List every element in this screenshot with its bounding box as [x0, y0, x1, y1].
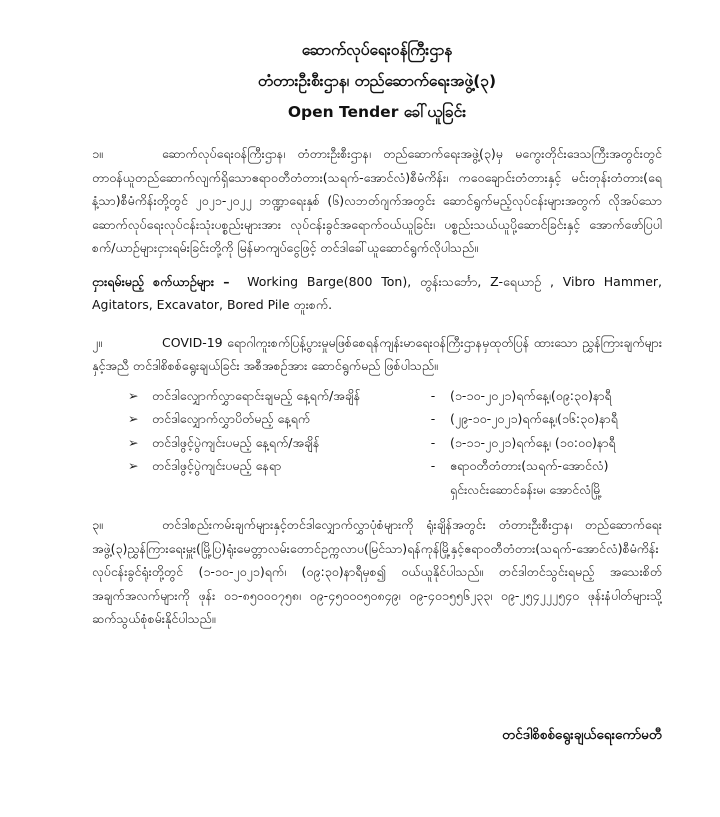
schedule-value: [450, 407, 662, 431]
paragraph-3: [92, 513, 662, 631]
schedule-value-line: (၁-၁၀-၂၀၂၁)ရက်နေ့၊(၀၉:၃၀)နာရီ: [450, 387, 612, 403]
paragraph-2-text: COVID-19 ရောဂါကူးစက်ပြန့်ပွားမှုမဖြစ်စေရန်ကျန်းမာရေးဝန်ကြီးဌာနမှထုတ်ပြန် ထားသော ညွှန်ကြားချက်များနှင့်အညီ တင်ဒါစိစစ်ရွေးချယ်ခြင်း အစီအစဉ်အား ဆောင်ရွက်မည် ဖြစ်ပါသည်။: [92, 334, 662, 373]
department-title: တံတားဦးစီးဌာန၊ တည်ဆောက်ရေးအဖွဲ့(၃): [257, 72, 497, 90]
arrow-bullet-icon: ➢: [128, 387, 139, 403]
schedule-item: [128, 384, 662, 408]
schedule-dash: -: [430, 434, 436, 450]
paragraph-1-number: ၁။: [92, 146, 103, 161]
schedule-item: [128, 454, 662, 501]
tender-schedule-list: [128, 384, 662, 502]
tender-title: Open Tender ခေါ်ယူခြင်း: [287, 103, 467, 121]
schedule-item: [128, 431, 662, 455]
schedule-value: [450, 384, 662, 408]
equipment-list: Working Barge(800 Ton), တွန်းသင်္ဘော, Z-ရေယာဉ် , Vibro Hammer, Agitators, Excavator, Bored Pile တူးစက်.: [92, 273, 662, 312]
schedule-item: [128, 407, 662, 431]
schedule-value-line: ဧရာဝတီတံတား(သရက်-အောင်လံ): [450, 458, 609, 473]
schedule-label: တင်ဒါဖွင့်ပွဲကျင်းပမည့် နေရာ: [152, 458, 282, 473]
schedule-value-line: (၂၉-၁၀-၂၀၂၁)ရက်နေ့၊(၁၆:၃၀)နာရီ: [450, 411, 618, 426]
paragraph-3-number: ၃။: [92, 517, 103, 532]
schedule-value: [450, 431, 662, 455]
schedule-dash: -: [430, 458, 436, 473]
paragraph-1-text: ဆောက်လုပ်ရေးဝန်ကြီးဌာန၊ တံတားဦးစီးဌာန၊ တည်ဆောက်ရေးအဖွဲ့(၃)မှ မကွေးတိုင်းဒေသကြီးအတွင်းတွင် တာဝန်ယူတည်ဆောက်လျက်ရှိသောဧရာဝတီတံတား(သရက်-အောင်လံ)စီမံကိန်း၊ ကဝေချောင်းတံတားနှင့် မင်းတုန်းတံတား(ရေနံ့သာ)စီမံကိန်းတို့တွင် ၂၀၂၁-၂၀၂၂ ဘဏ္ဍာရေးနှစ် (၆)လဘတ်ဂျက်အတွင်း ဆောင်ရွက်မည့်လုပ်ငန်းများအတွက် လိုအပ်သော ဆောက်လုပ်ရေးလုပ်ငန်းသုံးပစ္စည်းများအား လုပ်ငန်းခွင်အရောက်ဝယ်ယူခြင်း၊ ပစ္စည်းသယ်ယူပို့ဆောင်ခြင်းနှင့် အောက်ဖော်ပြပါစက်/ယာဉ်များငှားရမ်းခြင်းတို့ကို မြန်မာကျပ်ငွေဖြင့် တင်ဒါခေါ်ယူဆောင်ရွက်လိုပါသည်။: [92, 146, 662, 255]
paragraph-2: [92, 331, 662, 378]
schedule-label: တင်ဒါဖွင့်ပွဲကျင်းပမည့် နေ့ရက်/အချိန်: [152, 434, 320, 450]
schedule-value: [450, 454, 662, 501]
paragraph-1: [92, 142, 662, 260]
schedule-label: တင်ဒါလျှောက်လွှာရောင်းချမည့် နေ့ရက်/အချိန်: [152, 387, 361, 403]
committee-signature: တင်ဒါစိစစ်ရွေးချယ်ရေးကော်မတီ: [502, 727, 662, 743]
schedule-label: တင်ဒါလျှောက်လွှာပိတ်မည့် နေ့ရက်: [152, 411, 311, 426]
equipment-paragraph: [92, 270, 662, 317]
ministry-title: ဆောက်လုပ်ရေးဝန်ကြီးဌာန: [301, 41, 453, 59]
header: [92, 0, 662, 125]
schedule-value-line: (၁-၁၁-၂၀၂၁)ရက်နေ့၊ (၁၀:၀၀)နာရီ: [450, 434, 616, 450]
arrow-bullet-icon: ➢: [128, 434, 139, 450]
equipment-label: ငှားရမ်းမည့် စက်ယာဉ်များ –: [92, 273, 230, 289]
arrow-bullet-icon: ➢: [128, 458, 139, 473]
schedule-dash: -: [430, 411, 436, 426]
schedule-dash: -: [430, 387, 436, 403]
paragraph-3-text: တင်ဒါစည်းကမ်းချက်များနှင့်တင်ဒါလျှောက်လွှာပုံစံများကို ရုံးချိန်အတွင်း တံတားဦးစီးဌာန၊ တည်ဆောက်ရေးအဖွဲ့(၃)ညွှန်ကြားရေးမှူး(မြို့ပြ)ရုံးမေတ္တာလမ်းတောင်ဥက္ကလာပ(မြင်သာ)ရန်ကုန်မြို့နှင့်ဧရာဝတီတံတား(သရက်-အောင်လံ)စီမံကိန်း လုပ်ငန်းခွင်ရုံးတို့တွင် (၁-၁၀-၂၀၂၁)ရက်၊ (၀၉:၃၀)နာရီမှစ၍ ဝယ်ယူနိုင်ပါသည်။ တင်ဒါတင်သွင်းရမည့် အသေးစိတ်အချက်အလက်များကို ဖုန်း ၀၁-၈၅၀၀၀၇၅၈၊ ၀၉-၄၅၀၀၀၅၀၈၄၉၊ ၀၉-၄၀၁၅၅၆၂၃၃၊ ၀၉-၂၅၄၂၂၂၅၄၀ ဖုန်းနံပါတ်များသို့ ဆက်သွယ်စုံစမ်းနိုင်ပါသည်။: [92, 517, 662, 626]
schedule-value-line: ရှင်းလင်းဆောင်ခန်းမ၊ အောင်လံမြို့: [450, 481, 603, 497]
paragraph-2-number: ၂။: [92, 334, 102, 350]
arrow-bullet-icon: ➢: [128, 411, 139, 426]
